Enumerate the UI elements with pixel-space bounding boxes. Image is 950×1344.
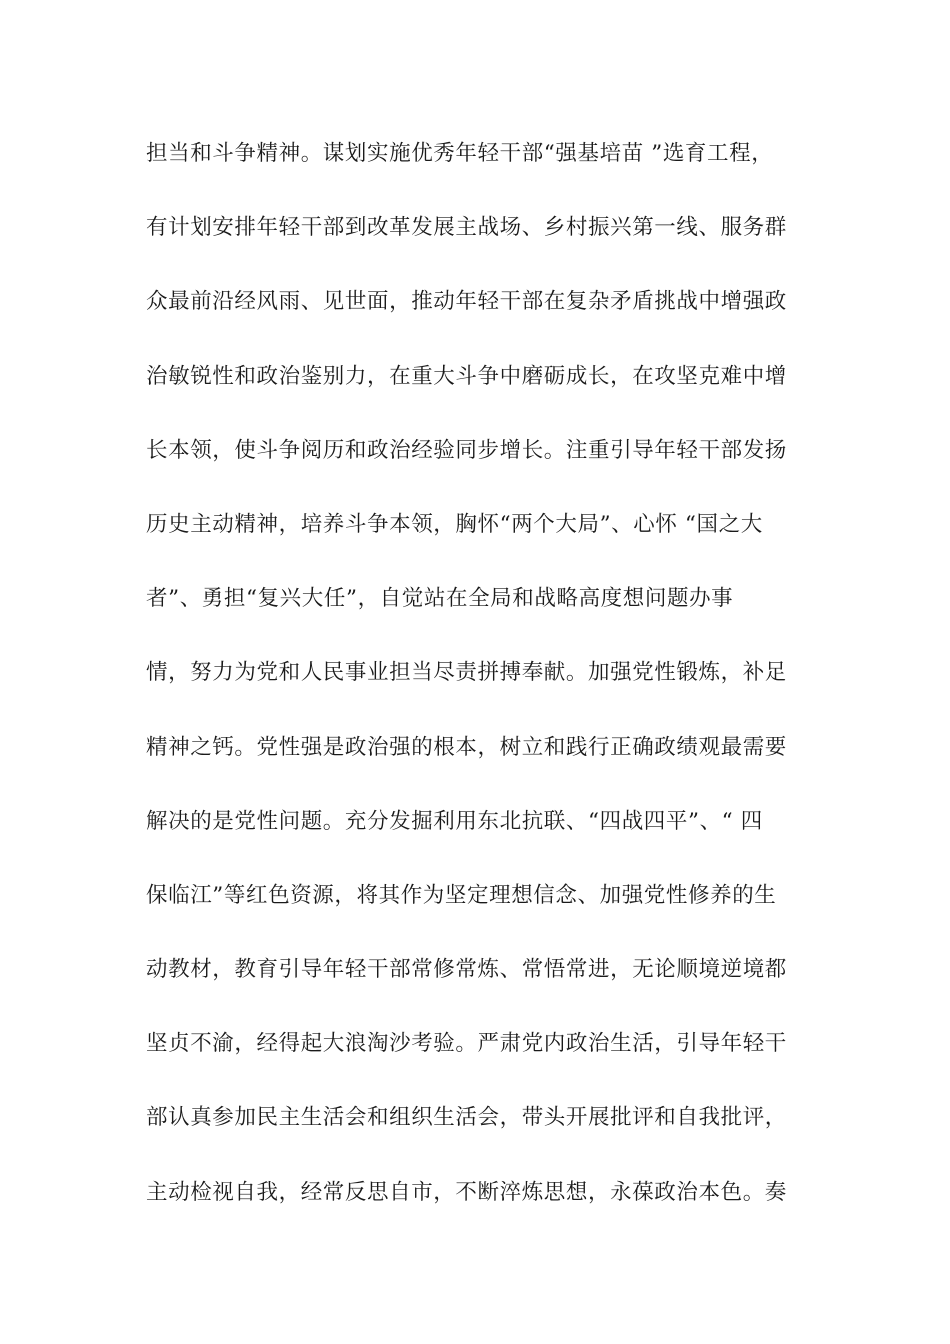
text-line: 情，努力为党和人民事业担当尽责拼搏奉献。加强党性锻炼，补足 (146, 660, 787, 686)
text-line: 部认真参加民主生活会和组织生活会，带头开展批评和自我批评， (146, 1105, 787, 1131)
text-line: 担当和斗争精神。谋划实施优秀年轻干部“强基培苗 ”选育工程， (146, 141, 774, 166)
text-line: 历史主动精神，培养斗争本领，胸怀“两个大局”、心怀 “国之大 (146, 511, 763, 537)
text-line: 主动检视自我，经常反思自市，不断淬炼思想，永葆政治本色。奏 (146, 1179, 787, 1205)
text-line: 众最前沿经风雨、见世面，推动年轻干部在复杂矛盾挑战中增强政 (146, 289, 787, 315)
text-line: 长本领，使斗争阅历和政治经验同步增长。注重引导年轻干部发扬 (146, 437, 787, 463)
text-line: 者”、勇担“复兴大任”，自觉站在全局和战略高度想问题办事 (146, 586, 734, 612)
text-line: 保临江”等红色资源，将其作为坚定理想信念、加强党性修养的生 (146, 882, 777, 908)
body-text (146, 132, 816, 1245)
text-line: 治敏锐性和政治鉴别力，在重大斗争中磨砺成长，在攻坚克难中增 (146, 363, 787, 389)
text-line: 有计划安排年轻干部到改革发展主战场、乡村振兴第一线、服务群 (146, 215, 787, 241)
text-line: 动教材，教育引导年轻干部常修常炼、常悟常进，无论顺境逆境都 (146, 957, 787, 983)
text-line: 解决的是党性问题。充分发掘利用东北抗联、“四战四平”、“ 四 (146, 808, 763, 834)
text-line: 精神之钙。党性强是政治强的根本，树立和践行正确政绩观最需要 (146, 734, 787, 760)
text-line: 坚贞不渝，经得起大浪淘沙考验。严肃党内政治生活，引导年轻干 (146, 1031, 787, 1057)
